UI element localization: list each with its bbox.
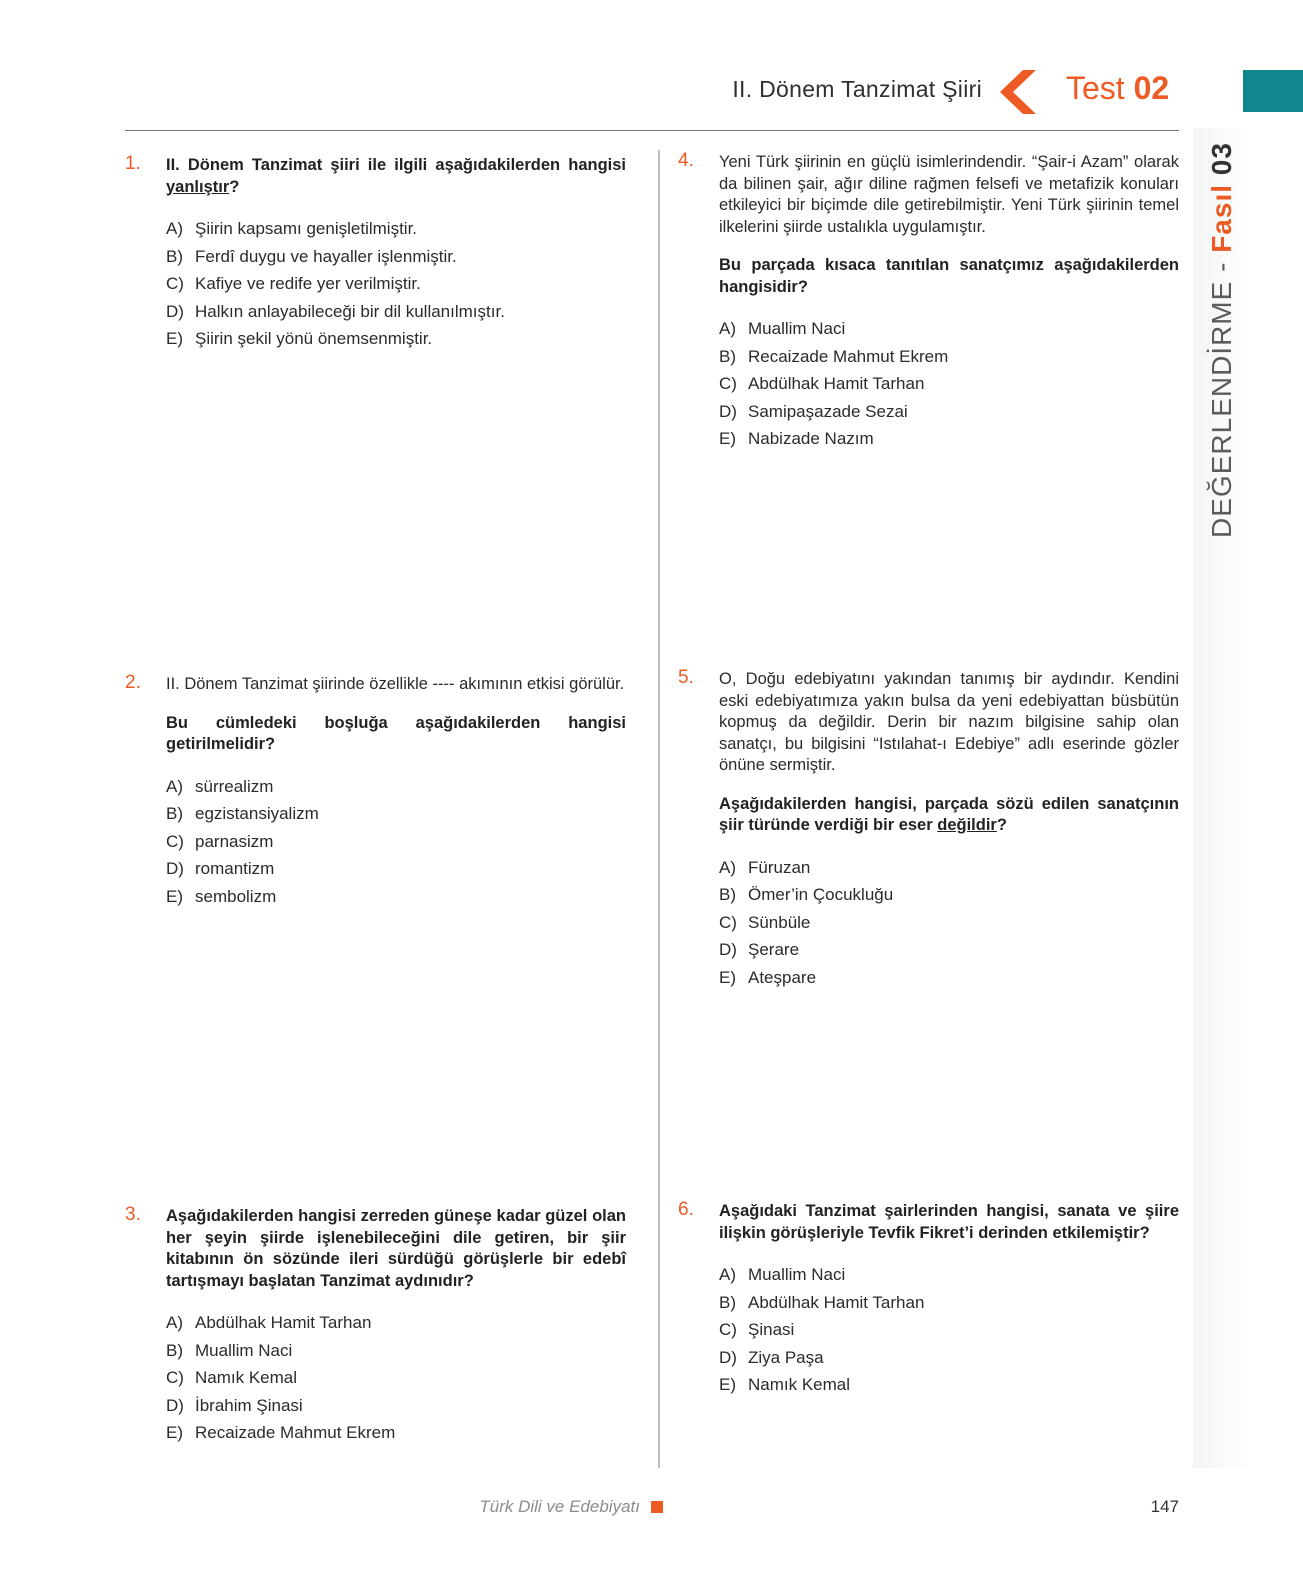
option-letter: D) (719, 401, 737, 421)
option-text: Samipaşazade Sezai (748, 401, 908, 421)
question-number: 5. (678, 667, 694, 688)
page-number: 147 (1150, 1497, 1179, 1516)
question-stem: O, Doğu edebiyatını yakından tanımış bir aydındır. Kendini eski edebiyatımıza yakın bulsa da yeni edebiyattan büsbütün kopmuş da değildir. Derin bir nazım bilgisine sahip olan sanatçı, bu bilgisini “Istılahat-ı Edebiye” adlı eserinde gözler önüne sermiştir. (719, 670, 1179, 774)
option-letter: E) (166, 886, 183, 906)
option-list (719, 854, 1179, 992)
header-divider (125, 130, 1179, 131)
option-b[interactable] (166, 800, 626, 828)
question-prompt: Bu cümledeki boşluğa aşağıdakilerden hangisi getirilmelidir? (166, 713, 626, 753)
question-1 (125, 153, 626, 353)
option-letter: C) (166, 274, 184, 293)
option-text: Recaizade Mahmut Ekrem (195, 1423, 396, 1442)
question-stem (166, 155, 626, 198)
question-prompt (719, 794, 1179, 837)
option-letter: C) (719, 1320, 737, 1339)
option-list (166, 215, 626, 353)
question-stem: II. Dönem Tanzimat şiirinde özellikle ---- akımının etkisi görülür. (166, 675, 625, 693)
option-letter: A) (719, 319, 736, 338)
option-c[interactable] (719, 1316, 1179, 1344)
option-text: Şiirin şekil yönü önemsenmiştir. (195, 329, 433, 348)
option-text: Abdülhak Hamit Tarhan (748, 1292, 925, 1312)
option-text: Şiirin kapsamı genişletilmiştir. (195, 219, 418, 238)
option-d[interactable] (166, 855, 626, 883)
option-b[interactable] (719, 881, 1179, 909)
option-text: Şerare (748, 940, 800, 959)
option-letter: D) (166, 859, 184, 878)
option-text: Sünbüle (748, 912, 811, 932)
footer-subject: Türk Dili ve Edebiyatı (479, 1497, 640, 1516)
option-text: Muallim Naci (748, 1265, 846, 1284)
side-label (1206, 142, 1238, 538)
option-text: Ziya Paşa (748, 1347, 824, 1367)
question-5 (678, 667, 1179, 991)
option-b[interactable] (719, 1289, 1179, 1317)
stem-emphasis: yanlıştır (166, 177, 230, 196)
option-a[interactable] (719, 854, 1179, 882)
option-e[interactable] (166, 325, 626, 353)
prompt-emphasis: değildir (937, 816, 997, 834)
option-list (719, 315, 1179, 453)
option-e[interactable] (166, 883, 626, 911)
option-d[interactable] (166, 298, 626, 326)
stem-end: ? (229, 177, 240, 196)
option-letter: D) (719, 1347, 737, 1367)
option-c[interactable] (719, 370, 1179, 398)
option-letter: E) (719, 1375, 736, 1394)
option-text: Recaizade Mahmut Ekrem (748, 346, 949, 366)
option-list (166, 773, 626, 911)
question-number: 4. (678, 150, 694, 171)
option-e[interactable] (719, 964, 1179, 992)
option-text: İbrahim Şinasi (195, 1395, 303, 1415)
option-text: Kafiye ve redife yer verilmiştir. (195, 274, 421, 293)
option-letter: E) (166, 1423, 183, 1442)
option-text: Namık Kemal (748, 1375, 851, 1394)
option-d[interactable] (719, 398, 1179, 426)
option-c[interactable] (166, 270, 626, 298)
option-letter: D) (166, 1395, 184, 1415)
test-number: 02 (1133, 70, 1170, 106)
option-letter: A) (166, 219, 183, 238)
option-letter: A) (166, 776, 183, 796)
question-6 (678, 1199, 1179, 1399)
stem-text: II. Dönem Tanzimat şiiri ile ilgili aşağıdakilerden hangisi (166, 156, 626, 174)
option-text: sürrealizm (195, 776, 274, 796)
option-letter: E) (719, 967, 736, 987)
option-letter: B) (719, 346, 736, 366)
option-text: Abdülhak Hamit Tarhan (748, 374, 925, 393)
option-d[interactable] (719, 1344, 1179, 1372)
option-letter: B) (719, 1292, 736, 1312)
option-list (719, 1261, 1179, 1399)
section-title: II. Dönem Tanzimat Şiiri (732, 76, 982, 102)
option-b[interactable] (166, 1337, 626, 1365)
question-stem: Aşağıdakilerden hangisi zerreden güneşe kadar güzel olan her şeyin şiirde işlenebileceğini dile getiren, bir şiir kitabının ön sözünde ileri sürdüğü görüşlerle bir edebî tartışmayı başlatan Tanzimat aydınıdır? (166, 1207, 626, 1290)
option-letter: C) (719, 374, 737, 393)
option-letter: E) (719, 429, 736, 448)
chevron-left-icon (996, 70, 1036, 114)
option-text: Namık Kemal (195, 1368, 298, 1387)
column-divider (658, 150, 660, 1468)
option-list (166, 1309, 626, 1447)
option-text: Şinasi (748, 1320, 795, 1339)
test-label (1066, 70, 1169, 107)
option-text: Ömer’in Çocukluğu (748, 885, 894, 904)
option-text: sembolizm (195, 886, 277, 906)
side-label-fasil: Fasıl (1206, 183, 1237, 253)
footer-square-icon (651, 1501, 663, 1513)
option-d[interactable] (719, 936, 1179, 964)
option-a[interactable] (166, 773, 626, 801)
option-letter: D) (166, 301, 184, 321)
option-text: egzistansiyalizm (195, 804, 319, 823)
side-label-text: DEĞERLENDİRME - (1206, 252, 1237, 538)
option-letter: A) (719, 857, 736, 877)
question-4 (678, 150, 1179, 453)
option-text: Halkın anlayabileceği bir dil kullanılmıştır. (195, 301, 505, 321)
option-c[interactable] (166, 1364, 626, 1392)
question-prompt: Bu parçada kısaca tanıtılan sanatçımız aşağıdakilerden hangisidir? (719, 256, 1179, 296)
option-letter: D) (719, 940, 737, 959)
question-stem: Yeni Türk şiirinin en güçlü isimlerindendir. “Şair-i Azam” olarak da bilinen şair, ağır diline rağmen felsefi ve metafizik konuları etkileyici bir biçimde dile getirebilmiştir. Yeni Türk şiirinin temel ilkelerini şiirde ustalıkla uygulamıştır. (719, 153, 1179, 236)
option-letter: C) (166, 1368, 184, 1387)
test-word: Test (1066, 70, 1125, 106)
question-number: 1. (125, 153, 141, 174)
question-3 (125, 1204, 626, 1447)
option-letter: E) (166, 329, 183, 348)
option-text: Ferdî duygu ve hayaller işlenmiştir. (195, 246, 457, 266)
option-a[interactable] (166, 1309, 626, 1337)
option-b[interactable] (719, 343, 1179, 371)
option-c[interactable] (166, 828, 626, 856)
option-text: Ateşpare (748, 967, 817, 987)
question-number: 2. (125, 672, 141, 693)
option-d[interactable] (166, 1392, 626, 1420)
option-letter: A) (719, 1265, 736, 1284)
prompt-text: Aşağıdakilerden hangisi, parçada sözü edilen sanatçının şiir türünde verdiği bir eser (719, 794, 1179, 834)
option-text: Nabizade Nazım (748, 429, 874, 448)
option-e[interactable] (166, 1419, 626, 1447)
option-e[interactable] (719, 425, 1179, 453)
option-letter: B) (166, 804, 183, 823)
option-e[interactable] (719, 1371, 1179, 1399)
prompt-end: ? (996, 816, 1007, 834)
option-text: parnasizm (195, 831, 274, 851)
option-letter: C) (719, 912, 737, 932)
option-letter: B) (719, 885, 736, 904)
option-c[interactable] (719, 909, 1179, 937)
option-text: Abdülhak Hamit Tarhan (195, 1313, 372, 1332)
option-text: Muallim Naci (748, 319, 846, 338)
question-2 (125, 672, 626, 910)
side-label-number: 03 (1206, 142, 1237, 176)
question-stem: Aşağıdaki Tanzimat şairlerinden hangisi, sanata ve şiire ilişkin görüşleriyle Tevfik Fikret’i derinden etkilemiştir? (719, 1202, 1179, 1242)
option-letter: B) (166, 1340, 183, 1360)
chapter-tab (1243, 70, 1303, 112)
question-number: 3. (125, 1204, 141, 1225)
option-b[interactable] (166, 243, 626, 271)
option-text: romantizm (195, 859, 275, 878)
option-a[interactable] (166, 215, 626, 243)
option-text: Muallim Naci (195, 1340, 293, 1360)
option-text: Füruzan (748, 857, 811, 877)
option-letter: B) (166, 246, 183, 266)
option-letter: C) (166, 831, 184, 851)
option-letter: A) (166, 1313, 183, 1332)
option-a[interactable] (719, 1261, 1179, 1289)
option-a[interactable] (719, 315, 1179, 343)
question-number: 6. (678, 1199, 694, 1220)
